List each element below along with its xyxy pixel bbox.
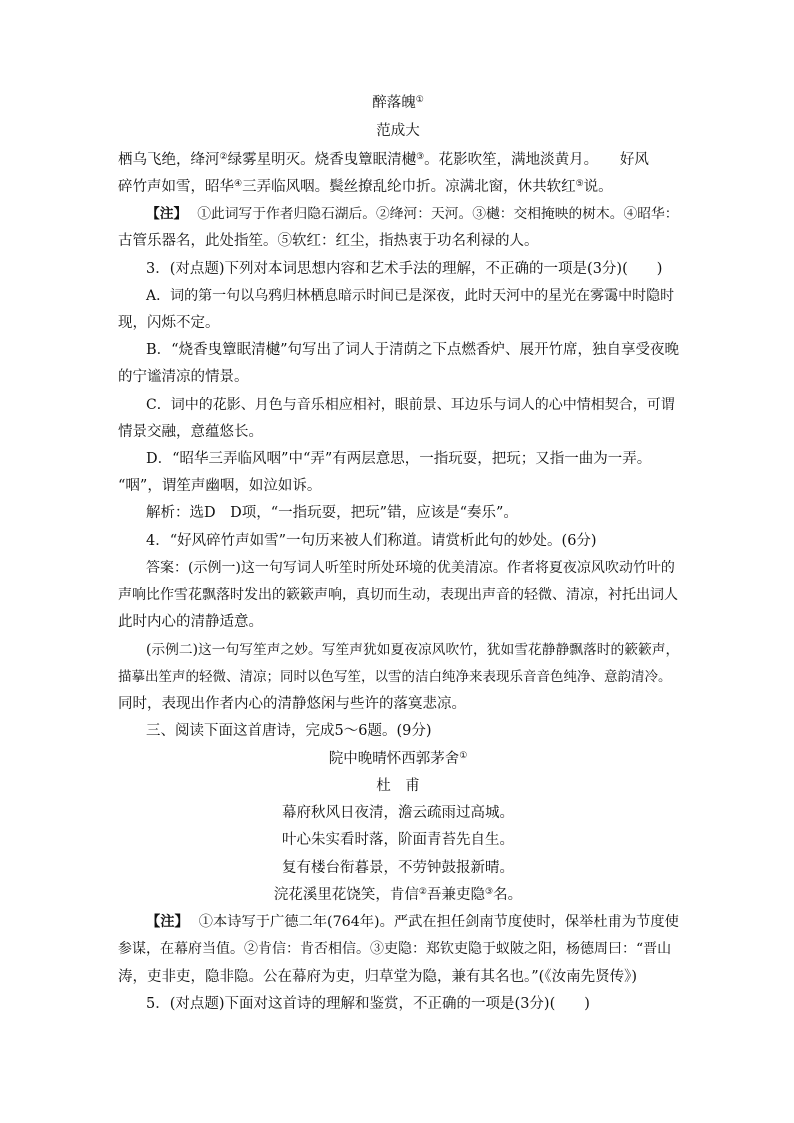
poem-body-line: 栖乌飞绝，绛河②绿雾星明灭。烧香曳簟眠清樾③。花影吹笙，满地淡黄月。 好风 [118,152,649,168]
option-d-cont: “咽”，谓笙声幽咽，如泣如诉。 [118,478,322,494]
annotation-line: 【注】 ①本诗写于广德二年(764年)。严武在担任剑南节度使时，保举杜甫为节度使 [146,914,679,930]
poem-verse: 幕府秋风日夜清，澹云疏雨过高城。 [282,805,514,821]
answer-line: 声响比作雪花飘落时发出的簌簌声响，真切而生动，表现出声音的轻微、清凉，衬托出词人 [118,587,678,603]
option-c: C．词中的花影、月色与音乐相应相衬，眼前景、耳边乐与词人的心中情相契合，可谓 [146,397,675,413]
option-c-cont: 情景交融，意蕴悠长。 [118,424,263,440]
answer-line: 同时，表现出作者内心的清静悠闲与些许的落寞悲凉。 [118,696,466,712]
annotation-line: 古管乐器名，此处指笙。⑤软红：红尘，指热衷于功名利禄的人。 [118,233,539,249]
poem-verse: 浣花溪里花饶笑，肯信②吾兼吏隐③名。 [273,887,523,903]
section-heading: 三、阅读下面这首唐诗，完成5～6题。(9分) [146,723,432,739]
analysis-text: 解析：选D D项，“一指玩耍，把玩”错，应该是“奏乐”。 [146,505,518,521]
answer-line: 描摹出笙声的轻微、清凉；同时以色写笙，以雪的洁白纯净来表现乐音音色纯净、意韵清冷。 [118,669,672,685]
poem-author: 范成大 [376,123,420,139]
poem-author: 杜 甫 [376,778,420,794]
annotation-line: 【注】 ①此词写于作者归隐石湖后。②绛河：天河。③樾：交相掩映的树木。④昭华： [146,206,679,222]
question-stem: 5．(对点题)下面对这首诗的理解和鉴赏，不正确的一项是(3分)( ) [146,996,590,1012]
option-b: B．“烧香曳簟眠清樾”句写出了词人于清荫之下点燃香炉、展开竹席，独自享受夜晚 [146,342,679,358]
poem-body-line: 碎竹声如雪，昭华④三弄临风咽。鬓丝撩乱纶巾折。凉满北窗，休共软红⑤说。 [118,179,613,195]
option-b-cont: 的宁谧清凉的情景。 [118,369,249,385]
question-stem: 3．(对点题)下列对本词思想内容和艺术手法的理解，不正确的一项是(3分)( ) [146,261,663,277]
answer-line: 答案：(示例一)这一句写词人听笙时所处环境的优美清凉。作者将夏夜凉风吹动竹叶的 [146,560,675,576]
annotation-line: 参谋，在幕府当值。②肯信：肯否相信。③吏隐：郑钦吏隐于蚁陂之阳，杨德周曰：“晋山 [118,941,672,957]
poem-title: 院中晚晴怀西郭茅舍① [328,751,468,767]
poem-verse: 复有楼台衔暮景，不劳钟鼓报新晴。 [282,860,514,876]
poem-title: 醉落魄① [372,95,424,111]
answer-line: (示例二)这一句写笙声之妙。写笙声犹如夏夜凉风吹竹，犹如雪花静静飘落时的簌簌声， [146,642,680,658]
poem-verse: 叶心朱实看时落，阶面青苔先自生。 [282,832,514,848]
option-d: D．“昭华三弄临风咽”中“弄”有两层意思，一指玩耍，把玩；又指一曲为一弄。 [146,451,652,467]
option-a-cont: 现，闪烁不定。 [118,315,220,331]
answer-line: 此时内心的清静适意。 [118,614,263,630]
question-stem: 4．“好风碎竹声如雪”一句历来被人们称道。请赏析此句的妙处。(6分) [146,533,597,549]
annotation-line: 涛，吏非吏，隐非隐。公在幕府为吏，归草堂为隐，兼有其名也。”(《汝南先贤传》) [118,969,637,985]
option-a: A．词的第一句以乌鸦归林栖息暗示时间已是深夜，此时天河中的星光在雾霭中时隐时 [146,288,675,304]
